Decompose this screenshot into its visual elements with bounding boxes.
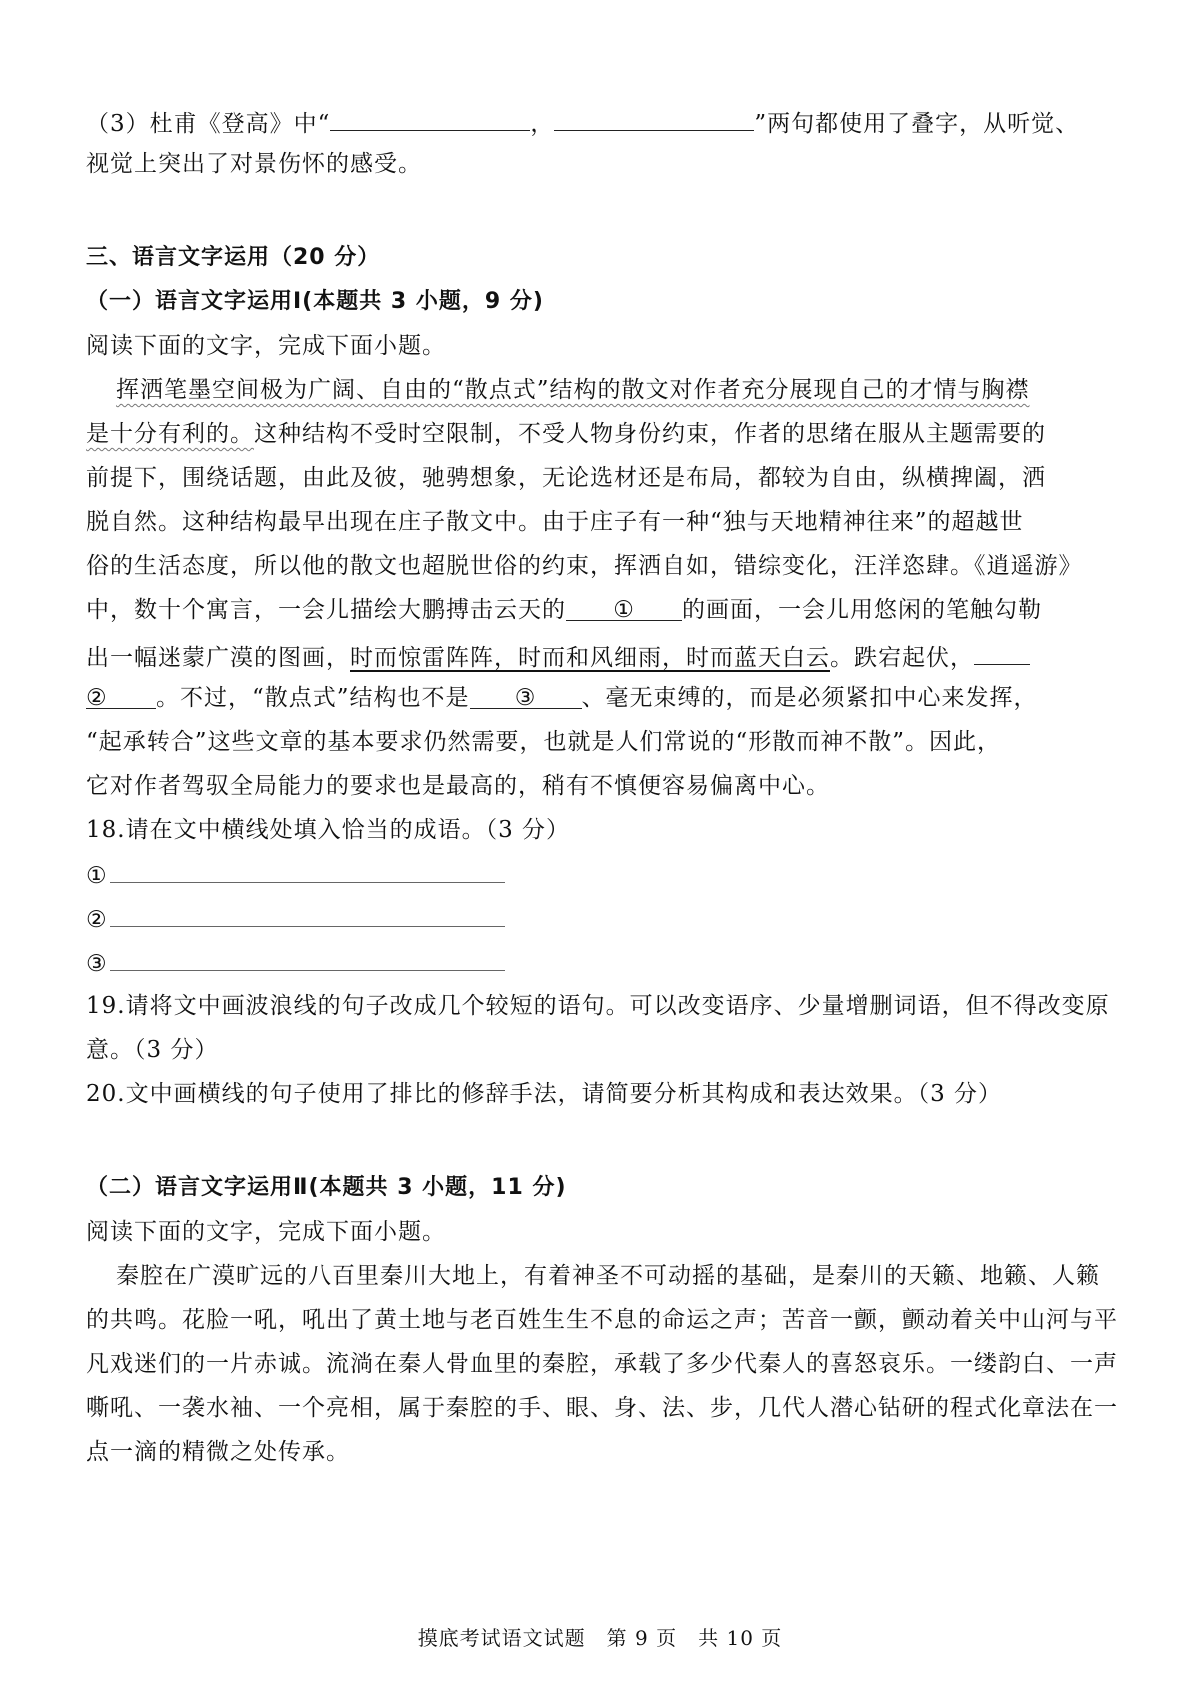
underlined-sentence: 时而惊雷阵阵，时而和风细雨，时而蓝天白云	[350, 645, 830, 671]
passage1-text: 的画面，一会儿用悠闲的笔触勾勒	[682, 597, 1042, 623]
question-19-line-2: 意。（3 分）	[86, 1037, 219, 1063]
answer-line-3	[86, 946, 505, 980]
passage2-line-4: 嘶吼、一袭水袖、一个亮相，属于秦腔的手、眼、身、法、步，几代人潜心钻研的程式化章法在一	[86, 1395, 1118, 1421]
answer-line-2	[86, 902, 505, 936]
answer-number: ②	[86, 907, 108, 933]
passage1-line-10: 它对作者驾驭全局能力的要求也是最高的，稍有不慎便容易偏离中心。	[86, 773, 830, 799]
passage1-line-5: 俗的生活态度，所以他的散文也超脱世俗的约束，挥洒自如，错综变化，汪洋恣肆。《逍遥游》	[86, 553, 1083, 579]
answer-field-2[interactable]	[110, 902, 505, 927]
passage1-text: 这种结构不受时空限制，不受人物身份约束，作者的思绪在服从主题需要的	[254, 421, 1046, 447]
wavy-sentence-part1: 挥洒笔墨空间极为广阔、自由的“散点式”结构的散文对作者充分展现自己的才情与胸襟	[116, 377, 1030, 403]
passage1-line-8	[86, 682, 1038, 714]
passage1-text: 。跌宕起伏，	[830, 645, 974, 671]
passage1-text: 中，数十个寓言，一会儿描绘大鹏搏击云天的	[86, 597, 566, 623]
passage1-line-7	[86, 638, 1030, 674]
passage1-text: 、毫无束缚的，而是必须紧扣中心来发挥，	[581, 685, 1038, 711]
passage1-line-3: 前提下，围绕话题，由此及彼，驰骋想象，无论选材还是布局，都较为自由，纵横捭阖，洒	[86, 465, 1046, 491]
page-footer: 摸底考试语文试题 第 9 页 共 10 页	[417, 1626, 783, 1650]
passage2-line-2: 的共鸣。花脸一吼，吼出了黄土地与老百姓生生不息的命运之声；苦音一颤，颤动着关中山河与平	[86, 1307, 1118, 1333]
q3-text-mid: ，	[530, 111, 555, 137]
part2-title: （二）语言文字运用Ⅱ(本题共 3 小题，11 分)	[86, 1175, 567, 1200]
passage1-line-6	[86, 594, 1042, 626]
passage2-line-1: 秦腔在广漠旷远的八百里秦川大地上，有着神圣不可动摇的基础，是秦川的天籁、地籁、人籁	[116, 1263, 1100, 1289]
q3-line-1	[86, 104, 1079, 140]
answer-number: ①	[86, 863, 108, 889]
blank-1[interactable]: ①	[566, 594, 682, 621]
passage2-line-5: 点一滴的精微之处传承。	[86, 1439, 350, 1465]
question-18: 18.请在文中横线处填入恰当的成语。（3 分）	[86, 817, 571, 843]
blank-3[interactable]: ③	[470, 682, 582, 709]
passage1-text: 出一幅迷蒙广漠的图画，	[86, 645, 350, 671]
blank-2[interactable]: ②	[86, 682, 156, 709]
passage1-line-4: 脱自然。这种结构最早出现在庄子散文中。由于庄子有一种“独与天地精神往来”的超越世	[86, 509, 1024, 535]
q3-text-post: ”两句都使用了叠字，从听觉、	[754, 111, 1080, 137]
passage2-line-3: 凡戏迷们的一片赤诚。流淌在秦人骨血里的秦腔，承载了多少代秦人的喜怒哀乐。一缕韵白、一声	[86, 1351, 1118, 1377]
passage1-line-9: “起承转合”这些文章的基本要求仍然需要，也就是人们常说的“形散而神不散”。因此，	[86, 729, 1002, 755]
answer-field-3[interactable]	[110, 946, 505, 971]
part2-intro: 阅读下面的文字，完成下面小题。	[86, 1219, 446, 1245]
answer-field-1[interactable]	[110, 858, 505, 883]
question-19-line-1: 19.请将文中画波浪线的句子改成几个较短的语句。可以改变语序、少量增删词语，但不得改变原	[86, 993, 1110, 1019]
passage1-line-2	[86, 418, 1046, 450]
q3-blank-2[interactable]	[554, 104, 754, 131]
blank-2-start[interactable]	[974, 638, 1030, 665]
answer-number: ③	[86, 951, 108, 977]
part1-intro: 阅读下面的文字，完成下面小题。	[86, 333, 446, 359]
passage1-text: 。不过，“散点式”结构也不是	[156, 685, 470, 711]
answer-line-1	[86, 858, 505, 892]
q3-line-2: 视觉上突出了对景伤怀的感受。	[86, 151, 422, 177]
q3-text-pre: （3）杜甫《登高》中“	[86, 111, 331, 137]
section-title: 三、语言文字运用（20 分）	[86, 245, 381, 270]
part1-title: （一）语言文字运用Ⅰ(本题共 3 小题，9 分)	[86, 289, 544, 314]
passage1-line-1	[116, 374, 1030, 406]
question-20: 20.文中画横线的句子使用了排比的修辞手法，请简要分析其构成和表达效果。（3 分）	[86, 1081, 1003, 1107]
q3-blank-1[interactable]	[330, 104, 530, 131]
wavy-sentence-part2: 是十分有利的。	[86, 421, 254, 447]
